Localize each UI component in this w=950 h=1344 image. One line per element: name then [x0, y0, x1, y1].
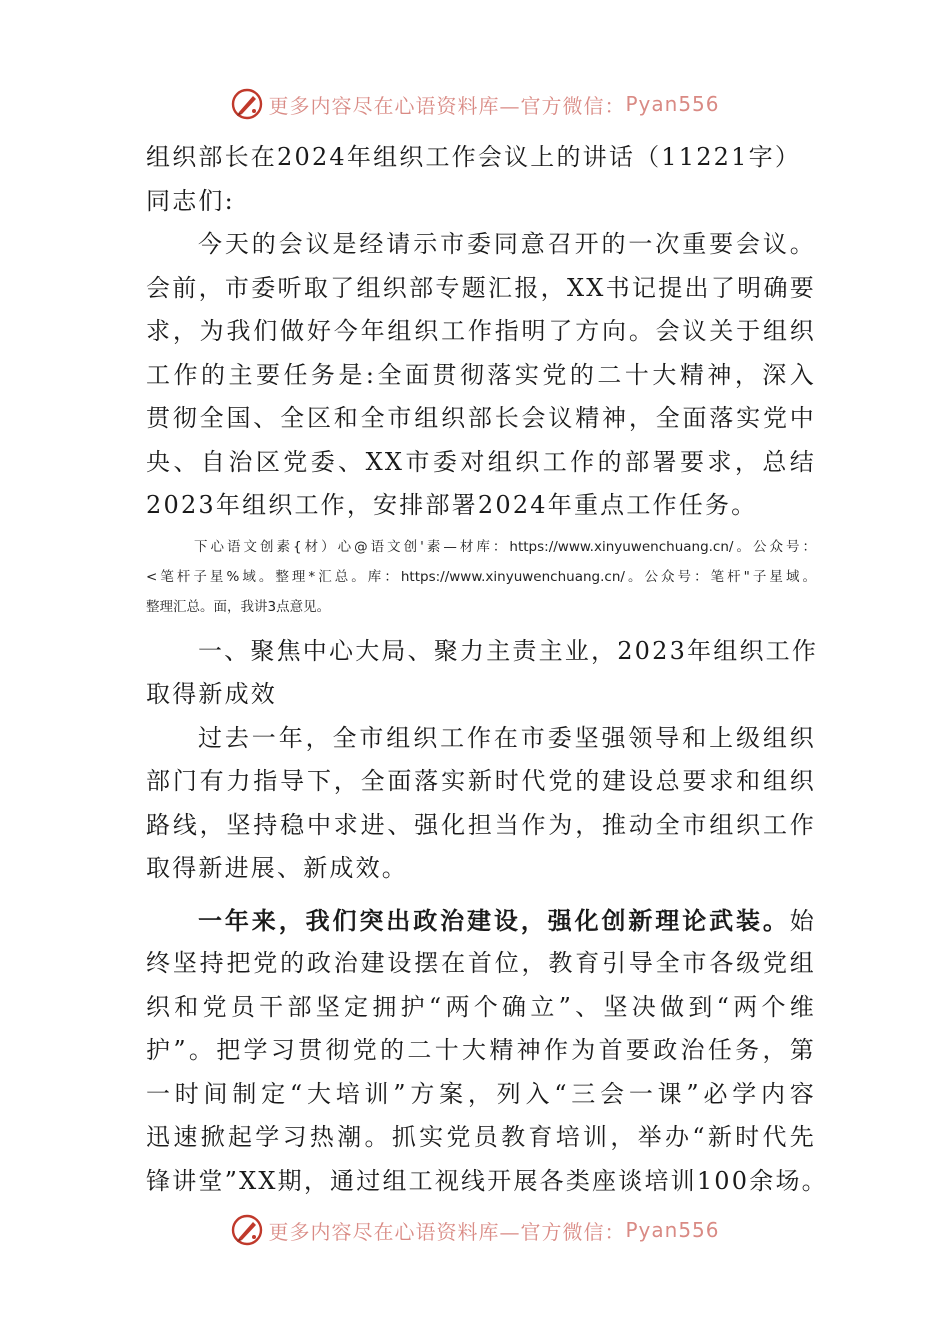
banner-wechat-id: Pyan556 — [625, 1218, 720, 1242]
paragraph-line: 今天的会议是经请示市委同意召开的一次重要会议。 — [198, 230, 816, 258]
paragraph-line: 过去一年，全市组织工作在市委坚强领导和上级组织 — [198, 723, 816, 752]
banner-text: 更多内容尽在心语资料库—官方微信： — [268, 1219, 626, 1244]
paragraph-line: 会前，市委听取了组织部专题汇报，XX书记提出了明确要 — [146, 273, 816, 302]
paragraph-line — [146, 899, 816, 943]
watermark-line: 下心语文创素{材）心@语文创'素—材库：https://www.xinyuwenchuang.cn/。公众号： — [194, 538, 816, 555]
heading-line: 取得新成效 — [146, 680, 277, 708]
paragraph-line: 路线，坚持稳中求进、强化担当作为，推动全市组织工作 — [146, 810, 816, 839]
salutation: 同志们: — [146, 186, 235, 215]
watermark-line: 整理汇总。面，我讲3点意见。 — [146, 598, 331, 615]
paragraph-line: 迅速掀起学习热潮。抓实党员教育培训，举办“新时代先 — [146, 1123, 816, 1151]
section-heading-1 — [146, 630, 819, 717]
watermark-line: <笔杆子星%域。整理*汇总。库：https://www.xinyuwenchuang.cn/。公众号：笔杆"子星域。 — [146, 568, 816, 585]
paragraph-line: 部门有力指导下，全面落实新时代党的建设总要求和组织 — [146, 767, 816, 795]
banner-wechat-id: Pyan556 — [625, 92, 720, 116]
paragraph-review — [146, 717, 816, 891]
lead-rest: 始 — [789, 906, 816, 935]
heading-line: 一、聚焦中心大局、聚力主责主业，2023年组织工作 — [198, 636, 819, 665]
pen-logo-icon — [230, 1213, 264, 1247]
paragraph-line: 央、自治区党委、XX市委对组织工作的部署要求，总结 — [146, 447, 816, 476]
paragraph-political — [146, 899, 828, 1204]
bold-lead: 一年来，我们突出政治建设，强化创新理论武装。 — [198, 905, 790, 935]
header-banner — [0, 82, 950, 126]
document-title: 组织部长在2024年组织工作会议上的讲话（11221字） — [146, 143, 802, 171]
paragraph-intro — [146, 223, 816, 528]
paragraph-line: 护”。把学习贯彻党的二十大精神作为首要政治任务，第 — [146, 1036, 816, 1064]
footer-banner — [0, 1208, 950, 1252]
paragraph-line: 取得新进展、新成效。 — [146, 854, 408, 882]
paragraph-line: 织和党员干部坚定拥护“两个确立”、坚决做到“两个维 — [146, 992, 816, 1021]
paragraph-line: 贯彻全国、全区和全市组织部长会议精神，全面落实党中 — [146, 404, 816, 432]
banner-text: 更多内容尽在心语资料库—官方微信： — [268, 93, 626, 118]
paragraph-line: 2023年组织工作，安排部署2024年重点工作任务。 — [146, 491, 758, 519]
paragraph-line: 求，为我们做好今年组织工作指明了方向。会议关于组织 — [146, 317, 816, 345]
paragraph-line: 锋讲堂”XX期，通过组工视线开展各类座谈培训100余场。 — [146, 1166, 828, 1195]
document-body — [146, 136, 828, 1203]
paragraph-line: 终坚持把党的政治建设摆在首位，教育引导全市各级党组 — [146, 949, 816, 977]
paragraph-line: 工作的主要任务是:全面贯彻落实党的二十大精神，深入 — [146, 360, 816, 389]
pen-logo-icon — [230, 87, 264, 121]
paragraph-line: 一时间制定“大培训”方案，列入“三会一课”必学内容 — [146, 1079, 816, 1108]
watermark-note — [146, 532, 816, 622]
